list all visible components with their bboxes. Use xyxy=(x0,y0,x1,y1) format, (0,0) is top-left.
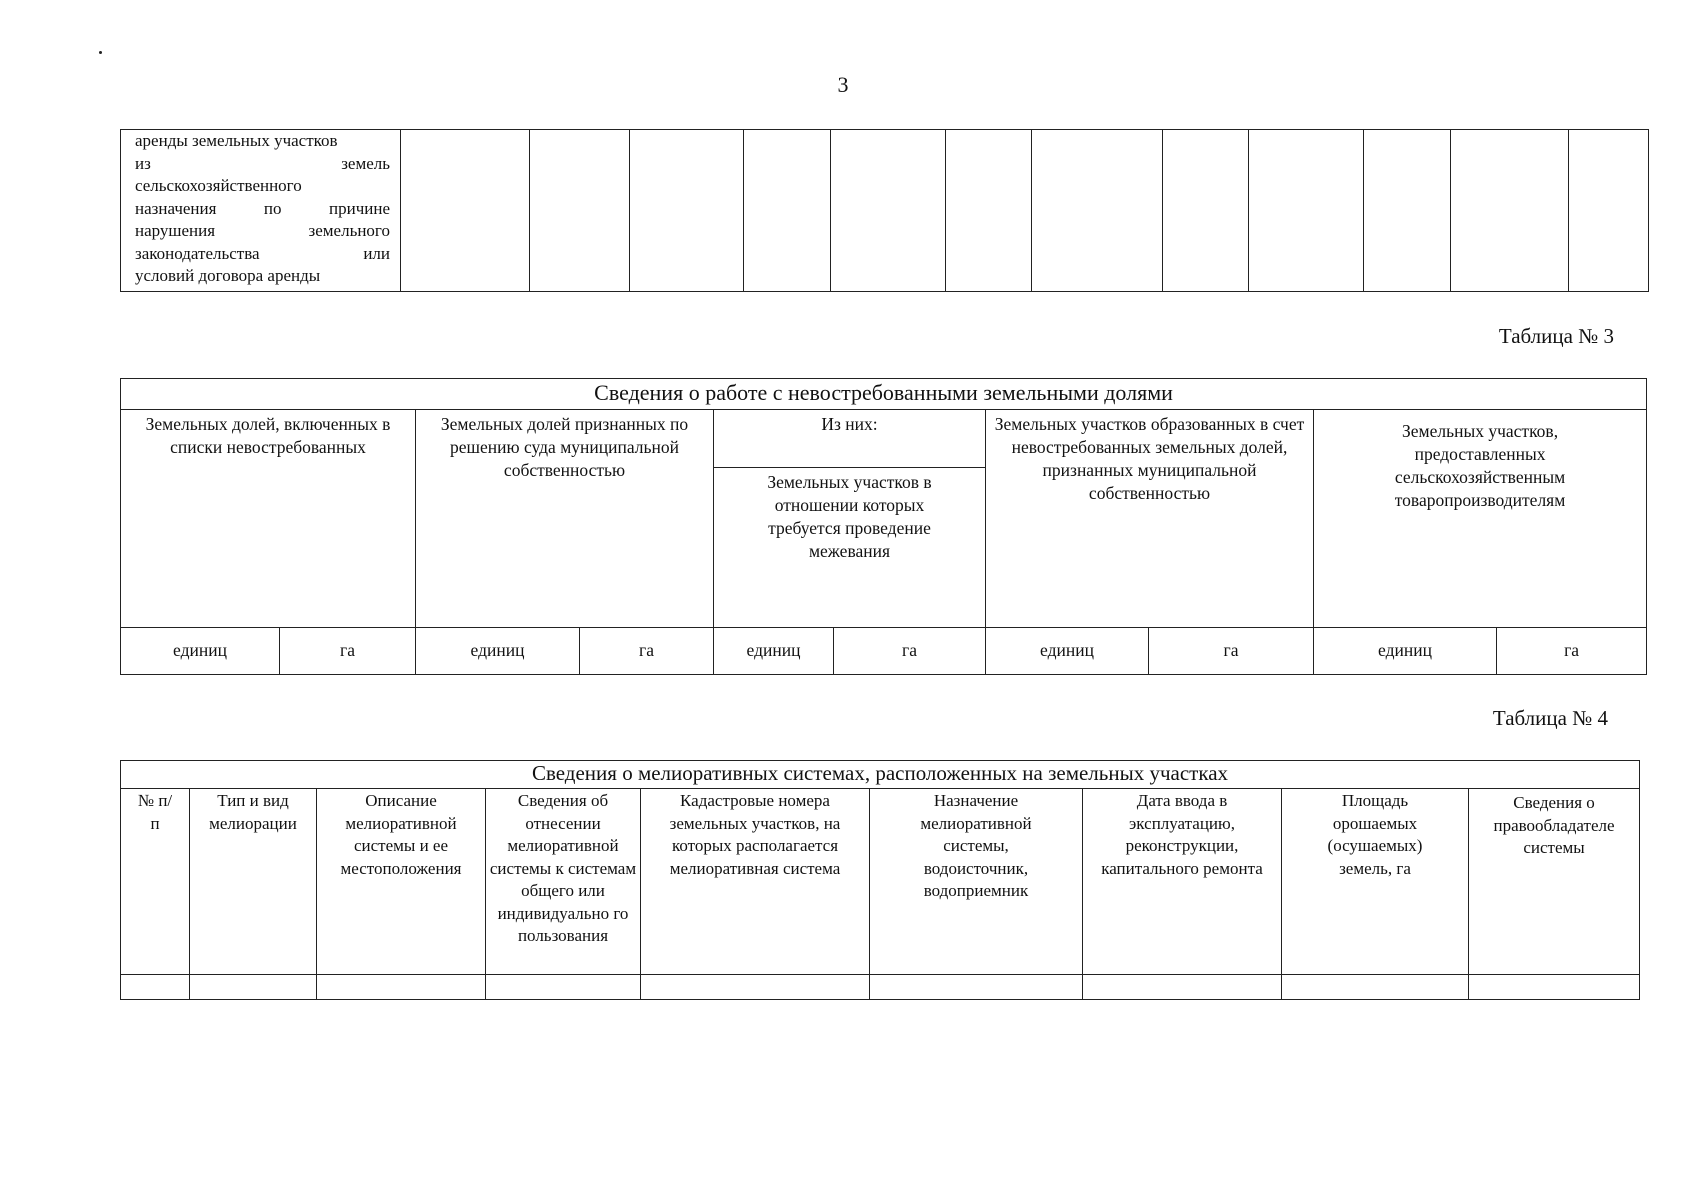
table-row xyxy=(121,627,1647,674)
table-row xyxy=(121,789,1640,975)
table-cell xyxy=(1451,130,1569,292)
unit-cell: га xyxy=(280,627,416,674)
table3-header-col3: Из них: xyxy=(714,410,986,468)
table4-header-purpose: Назначение мелиоративной системы, водоисточник, водоприемник xyxy=(870,789,1083,975)
table3-header-col4: Земельных участков образованных в счет невостребованных земельных долей, признанных муниципальной собственностью xyxy=(986,410,1314,628)
table1-line: нарушения земельного xyxy=(135,221,390,240)
table1-line: сельскохозяйственного xyxy=(135,176,302,195)
table3-caption: Таблица № 3 xyxy=(1498,324,1614,348)
unit-cell: га xyxy=(580,627,714,674)
table-cell xyxy=(641,975,870,1000)
unit-cell: га xyxy=(1149,627,1314,674)
table-cell xyxy=(946,130,1032,292)
table-cell xyxy=(121,975,190,1000)
table-cell xyxy=(486,975,641,1000)
table-cell xyxy=(1469,975,1640,1000)
unit-cell: единиц xyxy=(416,627,580,674)
table4-header-classification: Сведения об отнесении мелиоративной системы к системам общего или индивидуально го пользования xyxy=(486,789,641,975)
table3-title: Сведения о работе с невостребованными земельными долями xyxy=(121,379,1647,410)
table-row xyxy=(121,379,1647,410)
table4-header-cadastral: Кадастровые номера земельных участков, на которых располагается мелиоративная система xyxy=(641,789,870,975)
table-cell xyxy=(1083,975,1282,1000)
table-row xyxy=(121,410,1647,468)
table3-header-col5: Земельных участков, предоставленных сельскохозяйственным товаропроизводителям xyxy=(1314,410,1647,628)
table4-title: Сведения о мелиоративных системах, расположенных на земельных участках xyxy=(121,761,1640,789)
table-cell xyxy=(1163,130,1249,292)
table-cell xyxy=(317,975,486,1000)
table1-line: аренды земельных участков xyxy=(135,131,338,150)
table3-header-col3-sub: Земельных участков в отношении которых требуется проведение межевания xyxy=(714,468,986,628)
table1-line: условий договора аренды xyxy=(135,266,321,285)
table4-header-description: Описание мелиоративной системы и ее местоположения xyxy=(317,789,486,975)
table1-line: из земель xyxy=(135,153,390,173)
table1-line: назначения по причине xyxy=(135,198,390,218)
page-number: 3 xyxy=(837,72,849,97)
table-row xyxy=(121,130,1649,292)
table-cell xyxy=(1249,130,1364,292)
table1-continuation xyxy=(120,129,1649,292)
table-cell xyxy=(190,975,317,1000)
table4-header-date: Дата ввода в эксплуатацию, реконструкции, капитального ремонта xyxy=(1083,789,1282,975)
table-cell xyxy=(870,975,1083,1000)
unit-cell: единиц xyxy=(1314,627,1497,674)
scan-speck xyxy=(99,51,102,54)
table3-header-col2: Земельных долей признанных по решению суда муниципальной собственностью xyxy=(416,410,714,628)
table4-header-owner: Сведения о правообладателе системы xyxy=(1469,789,1640,975)
table3-header-col1: Земельных долей, включенных в списки невостребованных xyxy=(121,410,416,628)
table-row xyxy=(121,761,1640,789)
table-cell xyxy=(630,130,744,292)
table4-header-number: № п/п xyxy=(121,789,190,975)
unit-cell: единиц xyxy=(714,627,834,674)
unit-cell: единиц xyxy=(986,627,1149,674)
table-row xyxy=(121,975,1640,1000)
table4 xyxy=(120,760,1640,1000)
table1-line: законодательства или xyxy=(135,243,390,263)
table-cell xyxy=(1569,130,1649,292)
table-cell xyxy=(831,130,946,292)
unit-cell: единиц xyxy=(121,627,280,674)
table4-header-type: Тип и вид мелиорации xyxy=(190,789,317,975)
table-cell xyxy=(401,130,530,292)
table-cell xyxy=(1282,975,1469,1000)
table4-header-area: Площадь орошаемых (осушаемых) земель, га xyxy=(1282,789,1469,975)
table-cell xyxy=(744,130,831,292)
table1-row-label xyxy=(121,130,401,292)
table3 xyxy=(120,378,1647,675)
table-cell xyxy=(1364,130,1451,292)
table-cell xyxy=(530,130,630,292)
table-cell xyxy=(1032,130,1163,292)
unit-cell: га xyxy=(1497,627,1647,674)
table4-caption: Таблица № 4 xyxy=(1492,706,1608,730)
unit-cell: га xyxy=(834,627,986,674)
